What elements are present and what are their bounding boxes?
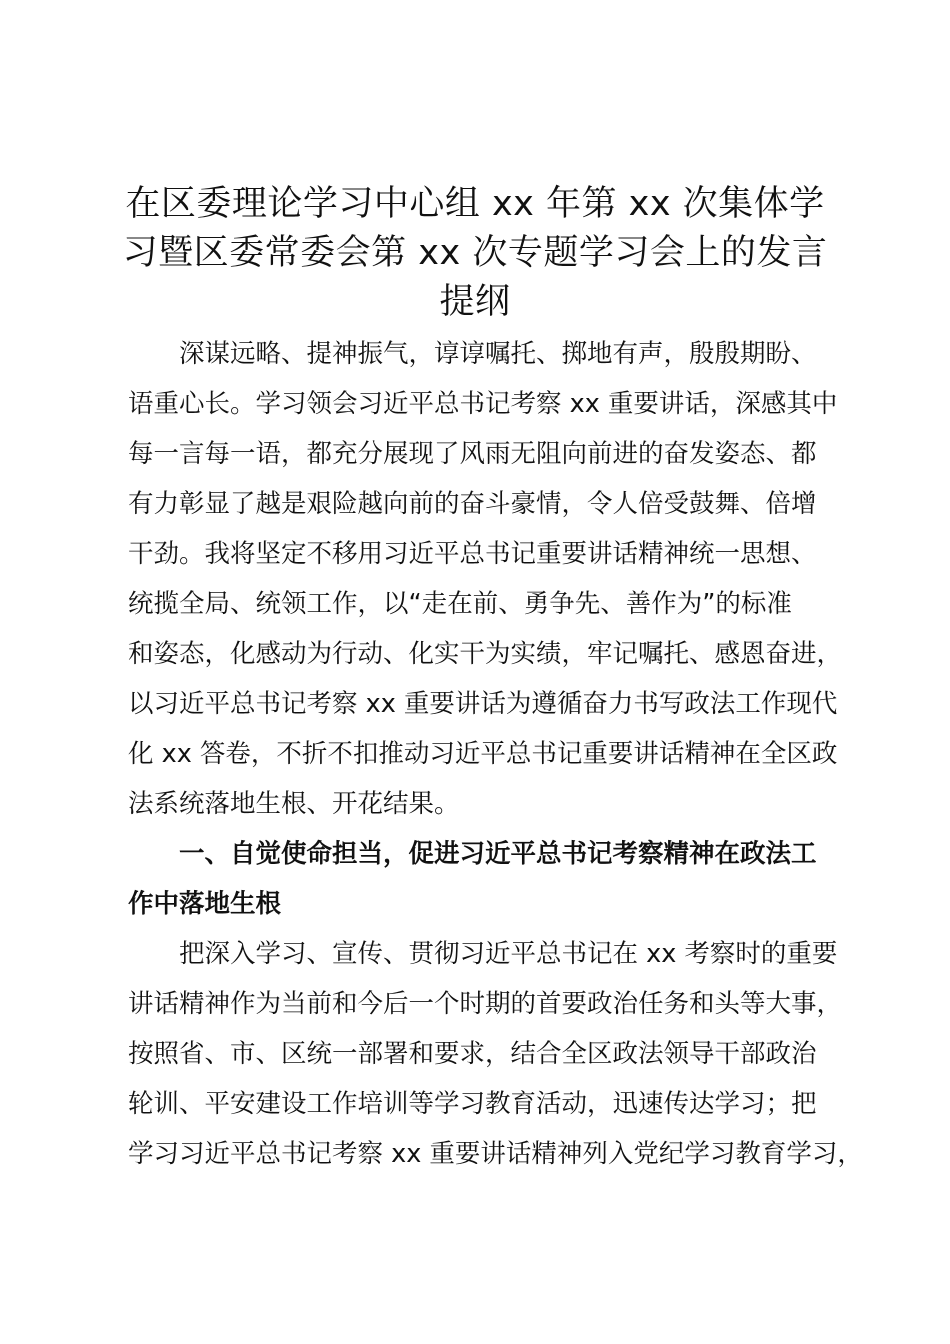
heading-line: 作中落地生根 [128,889,282,919]
text-line: 法系统落地生根、开花结果。 [128,789,460,819]
text-line: 轮训、平安建设工作培训等学习教育活动，迅速传达学习；把 [128,1089,817,1119]
section-1-paragraph [128,929,863,1179]
text-line: 讲话精神作为当前和今后一个时期的首要政治任务和头等大事， [128,989,843,1019]
text-line: 干劲。我将坚定不移用习近平总书记重要讲话精神统一思想、 [128,539,817,569]
section-heading-1 [128,829,858,929]
text-line: 有力彰显了越是艰险越向前的奋斗豪情，令人倍受鼓舞、倍增 [128,489,817,519]
text-line: 按照省、市、区统一部署和要求，结合全区政法领导干部政治 [128,1039,817,1069]
document-title [120,180,830,327]
document-body [128,329,863,1179]
title-line: 习暨区委常委会第 xx 次专题学习会上的发言 [122,233,828,273]
text-line: 把深入学习、宣传、贯彻习近平总书记在 xx 考察时的重要 [179,939,838,969]
text-line: 语重心长。学习领会习近平总书记考察 xx 重要讲话，深感其中 [128,389,838,419]
heading-line: 一、自觉使命担当，促进习近平总书记考察精神在政法工 [179,839,817,869]
text-line: 化 xx 答卷，不折不扣推动习近平总书记重要讲话精神在全区政 [128,739,838,769]
intro-paragraph [128,329,858,829]
text-line: 深谋远略、提神振气，谆谆嘱托、掷地有声，殷殷期盼、 [179,339,817,369]
text-line: 统揽全局、统领工作，以“走在前、勇争先、善作为”的标准 [128,589,792,619]
text-line: 每一言每一语，都充分展现了风雨无阻向前进的奋发姿态、都 [128,439,817,469]
title-line: 提纲 [439,282,511,322]
title-line: 在区委理论学习中心组 xx 年第 xx 次集体学 [125,184,825,224]
text-line: 学习习近平总书记考察 xx 重要讲话精神列入党纪学习教育学习， [128,1139,863,1169]
text-line: 以习近平总书记考察 xx 重要讲话为遵循奋力书写政法工作现代 [128,689,838,719]
text-line: 和姿态，化感动为行动、化实干为实绩，牢记嘱托、感恩奋进， [128,639,843,669]
